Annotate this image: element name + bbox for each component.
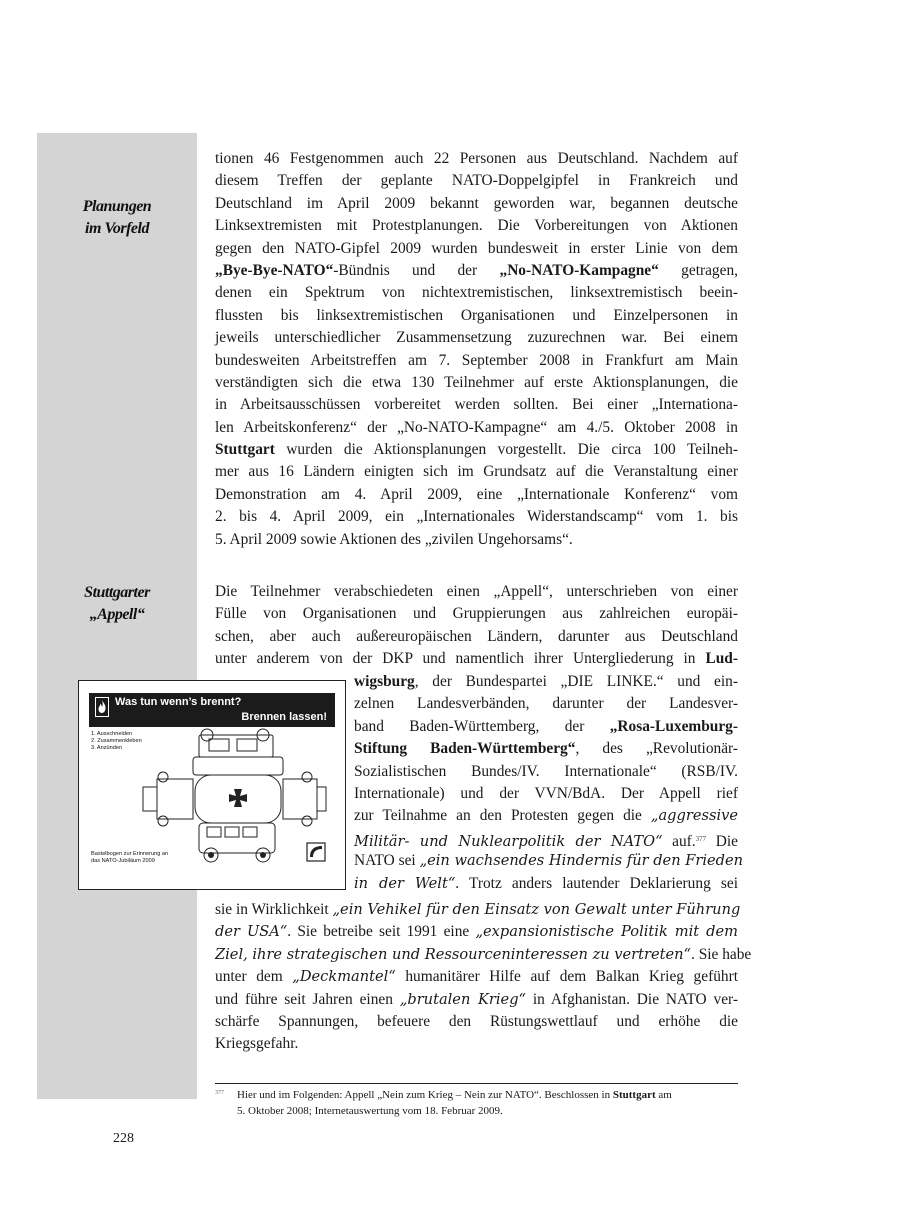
- text-line: Ziel, ihre strategischen und Ressourceninteressen zu vertreten“. Sie habe: [215, 945, 752, 963]
- text-line: Deutschland im April 2009 bekannt geworden war, begannen deutsche: [215, 194, 738, 212]
- paragraph-appell: [215, 581, 738, 671]
- text-line: Internationale) und der VVN/BdA. Der Appell rief: [354, 784, 738, 802]
- text-line: in Arbeitsausschüssen vorbereitet werden sollten. Bei einer „Internationa-: [215, 396, 738, 414]
- figure-subtitle: Brennen lassen!: [241, 711, 327, 723]
- text-line: der USA“. Sie betreibe seit 1991 eine „expansionistische Politik mit dem: [215, 923, 738, 941]
- text-line: diesem Treffen der geplante NATO-Doppelgipfel in Frankreich und: [215, 172, 738, 190]
- text-line: tionen 46 Festgenommen auch 22 Personen aus Deutschland. Nachdem auf: [215, 150, 738, 167]
- text-line: Kriegsgefahr.: [215, 1035, 299, 1053]
- text-line: schen, aber auch außereuropäischen Ländern, darunter aus Deutschland: [215, 627, 738, 645]
- bastelbogen-figure: [78, 680, 346, 890]
- footnote-text: Hier und im Folgenden: Appell „Nein zum Krieg – Nein zur NATO“. Beschlossen in Stuttgart am 5. Oktober 2008; Internetauswertung vom 18. Februar 2009.: [237, 1089, 672, 1117]
- text-line: und führe seit Jahren einen „brutalen Krieg“ in Afghanistan. Die NATO ver-: [215, 990, 739, 1008]
- text-line: 2. bis 4. April 2009, ein „Internationales Widerstandscamp“ vom 1. bis: [215, 508, 738, 526]
- footnote-divider: [215, 1083, 738, 1084]
- text-line: „Bye-Bye-NATO“-Bündnis und der „No-NATO-Kampagne“ getragen,: [215, 261, 738, 279]
- text-line: Linksextremisten mit Protestplanungen. Die Vorbereitungen von Aktionen: [215, 217, 738, 235]
- text-line: Militär- und Nuklearpolitik der NATO“ auf.$^{377}$ Die: [354, 832, 738, 850]
- footnote-number: 377: [215, 1090, 224, 1096]
- text-line: unter anderem von der DKP und namentlich ihrer Untergliederung in Lud-: [215, 650, 738, 668]
- text-line: len Arbeitskonferenz“ der „No-NATO-Kampagne“ am 4./5. Oktober 2008 in: [215, 418, 738, 436]
- text-line: mer aus 16 Ländern einigten sich im Grundsatz auf die Veranstaltung einer: [215, 463, 738, 481]
- sidenote-stuttgarter-appell: Stuttgarter „Appell“: [84, 584, 150, 623]
- text-line: Die Teilnehmer verabschiedeten einen „Appell“, unterschrieben von einer: [215, 583, 738, 600]
- text-line: gegen den NATO-Gipfel 2009 wurden bundesweit in erster Linie von dem: [215, 239, 738, 257]
- sidenote-planungen: Planungen im Vorfeld: [82, 198, 152, 237]
- paragraph-appell-continued: [215, 899, 752, 1056]
- text-line: band Baden-Württemberg, der „Rosa-Luxemburg-: [354, 717, 738, 735]
- paragraph-planungen: [215, 148, 738, 551]
- text-line: bundesweiten Arbeitstreffen am 7. September 2008 in Frankfurt am Main: [215, 351, 738, 369]
- text-line: Stiftung Baden-Württemberg“, des „Revolutionär-: [354, 740, 738, 758]
- text-line: Stuttgart wurden die Aktionsplanungen vorgestellt. Die circa 100 Teilneh-: [215, 441, 738, 459]
- figure-title: Was tun wenn’s brennt?: [115, 696, 242, 708]
- text-line: Sozialistischen Bundes/IV. Internationale“ (RSB/IV.: [354, 762, 738, 780]
- text-line: zur Teilnahme an den Protesten gegen die „aggressive: [354, 807, 738, 825]
- text-line: flussten bis linksextremistischen Organisationen und Einzelpersonen in: [215, 306, 738, 324]
- text-line: zelnen Landesverbänden, darunter der Landesver-: [354, 695, 738, 713]
- text-line: schärfe Spannungen, befeuere den Rüstungswettlauf und erhöhe die: [215, 1012, 738, 1030]
- footnote-marker[interactable]: 377: [695, 834, 707, 843]
- text-line: wigsburg, der Bundespartei „DIE LINKE.“ und ein-: [354, 673, 738, 690]
- text-line: verständigten sich die etwa 130 Teilnehmer auf erste Aktionsplanungen, die: [215, 373, 738, 391]
- text-line: denen ein Spektrum von nichtextremistischen, linksextremistisch beein-: [215, 284, 738, 302]
- text-line: in der Welt“. Trotz anders lautender Deklarierung sei: [354, 874, 738, 892]
- text-line: 5. April 2009 sowie Aktionen des „zivilen Ungehorsams“.: [215, 530, 573, 548]
- figure-caption: Bastelbogen zur Erinnerung an das NATO-Jubiläum 2009: [91, 851, 169, 864]
- figure-steps: 1. Ausschneiden 2. Zusammenkleben 3. Anzünden: [91, 731, 142, 751]
- text-line: jeweils unterschiedlicher Zusammensetzung zuzurechnen war. Bei einem: [215, 329, 738, 347]
- page-number: 228: [113, 1131, 134, 1146]
- text-line: Demonstration am 4. April 2009, eine „Internationale Konferenz“ vom: [215, 485, 738, 503]
- text-line: sie in Wirklichkeit „ein Vehikel für den Einsatz von Gewalt unter Führung: [215, 901, 741, 918]
- paragraph-appell-wrapped: [354, 671, 744, 895]
- text-line: Fülle von Organisationen und Gruppierungen aus zahlreichen europäi-: [215, 605, 738, 623]
- flame-icon: [95, 697, 109, 717]
- vehicle-cutout-illustration: [137, 727, 327, 867]
- figure-header: [89, 693, 335, 727]
- text-line: unter dem „Deckmantel“ humanitärer Hilfe auf dem Balkan Krieg geführt: [215, 968, 738, 986]
- text-line: NATO sei „ein wachsendes Hindernis für den Frieden: [354, 852, 744, 870]
